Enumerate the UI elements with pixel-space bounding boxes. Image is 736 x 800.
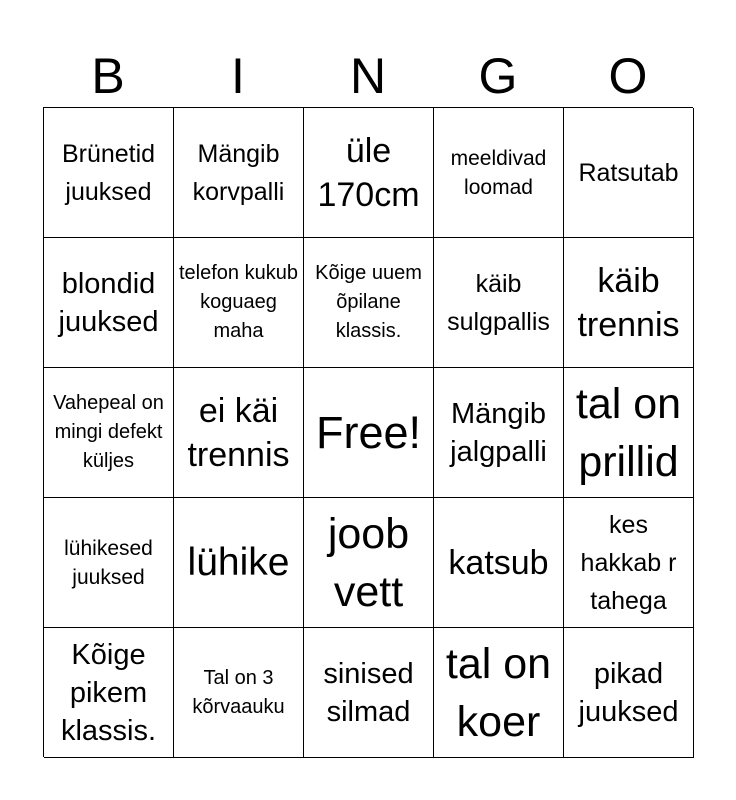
header-letter-n: N [349,48,387,104]
bingo-header [43,44,693,108]
bingo-cell[interactable] [564,498,694,628]
cell-text: sinised silmad [323,657,414,728]
bingo-cell[interactable] [434,498,564,628]
bingo-cell[interactable] [44,238,174,368]
cell-text: tal on koer [445,639,552,746]
header-letter-o: O [608,48,648,104]
cell-text: lühikesed juuksed [64,536,153,589]
bingo-cell[interactable] [174,108,304,238]
cell-text: ei käi trennis [187,391,290,474]
bingo-board [43,107,693,757]
header-letter-b: B [91,48,125,104]
bingo-cell[interactable] [564,368,694,498]
bingo-cell[interactable] [564,628,694,758]
bingo-cell[interactable] [434,368,564,498]
cell-text: Tal on 3 kõrvaauku [192,666,285,718]
bingo-cell[interactable] [44,498,174,628]
cell-text: lühike [187,540,290,584]
cell-text: blondid juuksed [58,267,159,338]
bingo-cell[interactable] [564,238,694,368]
bingo-cell[interactable] [304,108,434,238]
cell-text: Free! [315,406,422,458]
cell-text: katsub [448,543,549,582]
cell-text: Brünetid juuksed [61,139,156,206]
cell-text: käib trennis [577,261,680,344]
cell-text: Ratsutab [578,158,679,187]
bingo-cell[interactable] [174,498,304,628]
bingo-cell[interactable] [304,628,434,758]
cell-text: telefon kukub koguaeg maha [179,262,298,342]
cell-text: kes hakkab r tahega [580,510,677,615]
bingo-cell[interactable] [44,368,174,498]
cell-text: Kõige pikem klassis. [60,638,157,747]
header-letter-g: G [478,48,518,104]
bingo-cell[interactable] [434,628,564,758]
bingo-cell[interactable] [174,628,304,758]
header-letter-i: I [231,48,245,104]
cell-text: tal on prillid [575,379,682,486]
cell-text: Vahepeal on mingi defekt küljes [53,392,164,472]
cell-text: Mängib jalgpalli [450,397,547,468]
bingo-cell[interactable] [434,238,564,368]
cell-text: meeldivad loomad [450,146,547,199]
bingo-cell[interactable] [304,498,434,628]
cell-text: pikad juuksed [578,657,679,728]
cell-text: joob vett [327,509,410,616]
free-space[interactable] [304,368,434,498]
cell-text: Mängib korvpalli [192,139,285,206]
bingo-cell[interactable] [174,238,304,368]
cell-text: käib sulgpallis [447,269,550,336]
bingo-cell[interactable] [174,368,304,498]
cell-text: Kõige uuem õpilane klassis. [315,262,422,342]
bingo-cell[interactable] [44,108,174,238]
bingo-cell[interactable] [44,628,174,758]
bingo-cell[interactable] [564,108,694,238]
cell-text: üle 170cm [317,131,420,214]
bingo-cell[interactable] [304,238,434,368]
bingo-cell[interactable] [434,108,564,238]
